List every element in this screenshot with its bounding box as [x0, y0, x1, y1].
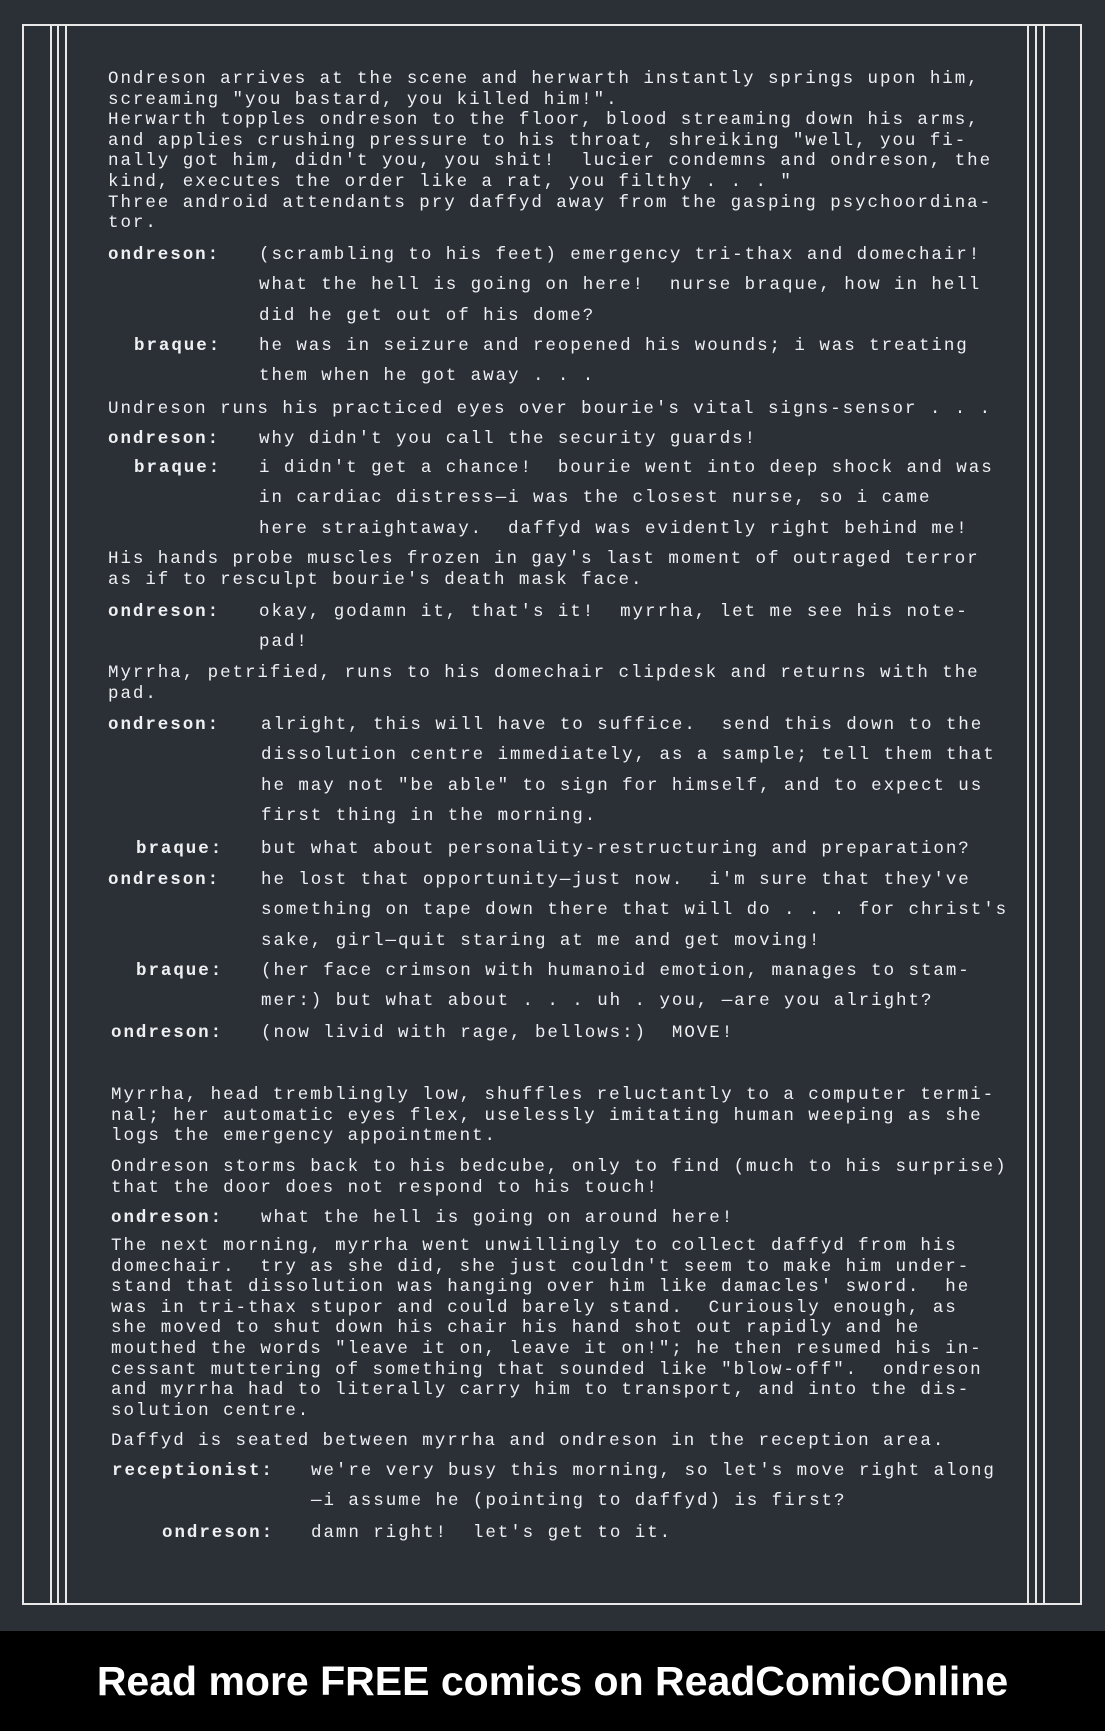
speaker-label: ondreson: — [108, 870, 221, 890]
border-line — [57, 24, 59, 1603]
text-line: why didn't you call the security guards! — [259, 429, 758, 449]
text-line: Daffyd is seated between myrrha and ondreson in the reception area. — [111, 1431, 946, 1451]
text-line: sake, girl—quit staring at me and get moving! — [261, 930, 822, 951]
text-line: what the hell is going on around here! — [261, 1208, 735, 1228]
text-line: Ondreson arrives at the scene and herwarth instantly springs upon him, — [108, 69, 980, 89]
dialogue-line — [136, 834, 971, 864]
text-line: nal; her automatic eyes flex, uselessly imitating human weeping as she — [111, 1105, 983, 1126]
text-line: mouthed the words "leave it on, leave it on!"; he then resumed his in- — [111, 1338, 983, 1359]
text-line: first thing in the morning. — [261, 806, 598, 827]
narration-paragraph — [111, 1236, 983, 1421]
narration-paragraph — [111, 1085, 995, 1147]
text-line: and myrrha had to literally carry him to transport, and into the dis- — [111, 1380, 971, 1401]
speaker-label: braque: — [134, 336, 222, 356]
dialogue-line — [108, 710, 996, 832]
dialogue-line — [162, 1518, 673, 1548]
text-line: i didn't get a chance! bourie went into deep shock and was — [259, 458, 994, 478]
border-line — [1043, 24, 1045, 1603]
text-line: pad. — [108, 683, 158, 704]
speaker-label: ondreson: — [108, 429, 221, 449]
border-line — [65, 24, 67, 1603]
text-line: screaming "you bastard, you killed him!". — [108, 89, 619, 110]
text-line: damn right! let's get to it. — [311, 1523, 673, 1543]
text-line: as if to resculpt bourie's death mask face. — [108, 569, 644, 590]
text-line: solution centre. — [111, 1400, 311, 1421]
text-line: in cardiac distress—i was the closest nurse, so i came — [259, 488, 932, 509]
promo-banner-text[interactable]: Read more FREE comics on ReadComicOnline — [96, 1657, 1009, 1704]
text-line: Three android attendants pry daffyd away from the gasping psychoordina- — [108, 192, 993, 213]
text-line: what the hell is going on here! nurse braque, how in hell — [259, 275, 982, 296]
text-line: Ondreson storms back to his bedcube, only to find (much to his surprise) — [111, 1157, 1008, 1177]
dialogue-line — [108, 597, 969, 658]
text-line: but what about personality-restructuring and preparation? — [261, 839, 971, 859]
text-line: alright, this will have to suffice. send this down to the — [261, 715, 984, 735]
text-line: he may not "be able" to sign for himself, and to expect us — [261, 775, 984, 796]
narration-paragraph — [108, 663, 980, 704]
text-line: Herwarth topples ondreson to the floor, blood streaming down his arms, — [108, 110, 980, 131]
text-line: His hands probe muscles frozen in gay's last moment of outraged terror — [108, 549, 980, 569]
border-line — [1035, 24, 1037, 1603]
text-line: stand that dissolution was hanging over him like damacles' sword. he — [111, 1277, 971, 1298]
speaker-label: braque: — [136, 961, 224, 981]
text-line: cessant muttering of something that sounded like "blow-off". ondreson — [111, 1359, 983, 1380]
text-line: them when he got away . . . — [259, 366, 596, 387]
speaker-label: ondreson: — [108, 602, 221, 622]
dialogue-line — [134, 453, 994, 544]
text-line: —i assume he (pointing to daffyd) is first? — [311, 1491, 847, 1512]
dialogue-line — [108, 240, 982, 331]
text-line: he lost that opportunity—just now. i'm sure that they've — [261, 870, 971, 890]
text-line: Undreson runs his practiced eyes over bourie's vital signs-sensor . . . — [108, 399, 993, 419]
text-line: that the door does not respond to his touch! — [111, 1177, 659, 1198]
speaker-label: braque: — [134, 458, 222, 478]
speaker-label: ondreson: — [111, 1208, 224, 1228]
text-line: (scrambling to his feet) emergency tri-thax and domechair! — [259, 245, 982, 265]
speaker-label: ondreson: — [111, 1023, 224, 1043]
text-line: he was in seizure and reopened his wounds; i was treating — [259, 336, 969, 356]
dialogue-line — [111, 1018, 735, 1048]
speaker-label: ondreson: — [108, 245, 221, 265]
dialogue-line — [111, 1203, 735, 1233]
text-line: and applies crushing pressure to his throat, shreiking "well, you fi- — [108, 130, 968, 151]
speaker-label: braque: — [136, 839, 224, 859]
narration-paragraph — [111, 1157, 1008, 1198]
narration-paragraph — [108, 69, 992, 234]
dialogue-line — [134, 331, 969, 392]
dialogue-line — [108, 424, 758, 454]
speaker-label: receptionist: — [112, 1461, 274, 1481]
dialogue-line — [112, 1456, 996, 1517]
text-line: did he get out of his dome? — [259, 305, 596, 326]
border-line — [1027, 24, 1029, 1603]
text-line: tor. — [108, 213, 158, 234]
border-line — [50, 24, 52, 1603]
text-line: Myrrha, petrified, runs to his domechair clipdesk and returns with the — [108, 663, 980, 683]
text-line: we're very busy this morning, so let's move right along — [311, 1461, 996, 1481]
text-line: logs the emergency appointment. — [111, 1126, 498, 1147]
text-line: kind, executes the order like a rat, you filthy . . . " — [108, 171, 793, 192]
text-line: dissolution centre immediately, as a sample; tell them that — [261, 745, 996, 766]
text-line: okay, godamn it, that's it! myrrha, let me see his note- — [259, 602, 969, 622]
text-line: domechair. try as she did, she just couldn't seem to make him under- — [111, 1256, 971, 1277]
narration-paragraph — [111, 1431, 945, 1452]
text-line: The next morning, myrrha went unwillingly to collect daffyd from his — [111, 1236, 958, 1256]
text-line: (now livid with rage, bellows:) MOVE! — [261, 1023, 735, 1043]
text-line: mer:) but what about . . . uh . you, —are you alright? — [261, 991, 934, 1012]
text-line: nally got him, didn't you, you shit! lucier condemns and ondreson, the — [108, 151, 993, 172]
text-line: something on tape down there that will do . . . for christ's — [261, 900, 1009, 921]
narration-paragraph — [108, 399, 992, 420]
text-line: here straightaway. daffyd was evidently right behind me! — [259, 518, 969, 539]
text-line: pad! — [259, 632, 309, 653]
dialogue-line — [108, 865, 1009, 956]
speaker-label: ondreson: — [108, 715, 221, 735]
text-line: (her face crimson with humanoid emotion, manages to stam- — [261, 961, 971, 981]
promo-banner[interactable] — [0, 1631, 1105, 1731]
text-line: she moved to shut down his chair his hand shot out rapidly and he — [111, 1318, 921, 1339]
text-line: was in tri-thax stupor and could barely stand. Curiously enough, as — [111, 1297, 958, 1318]
dialogue-line — [136, 956, 971, 1017]
speaker-label: ondreson: — [162, 1523, 275, 1543]
text-line: Myrrha, head tremblingly low, shuffles reluctantly to a computer termi- — [111, 1085, 996, 1105]
narration-paragraph — [108, 549, 980, 590]
